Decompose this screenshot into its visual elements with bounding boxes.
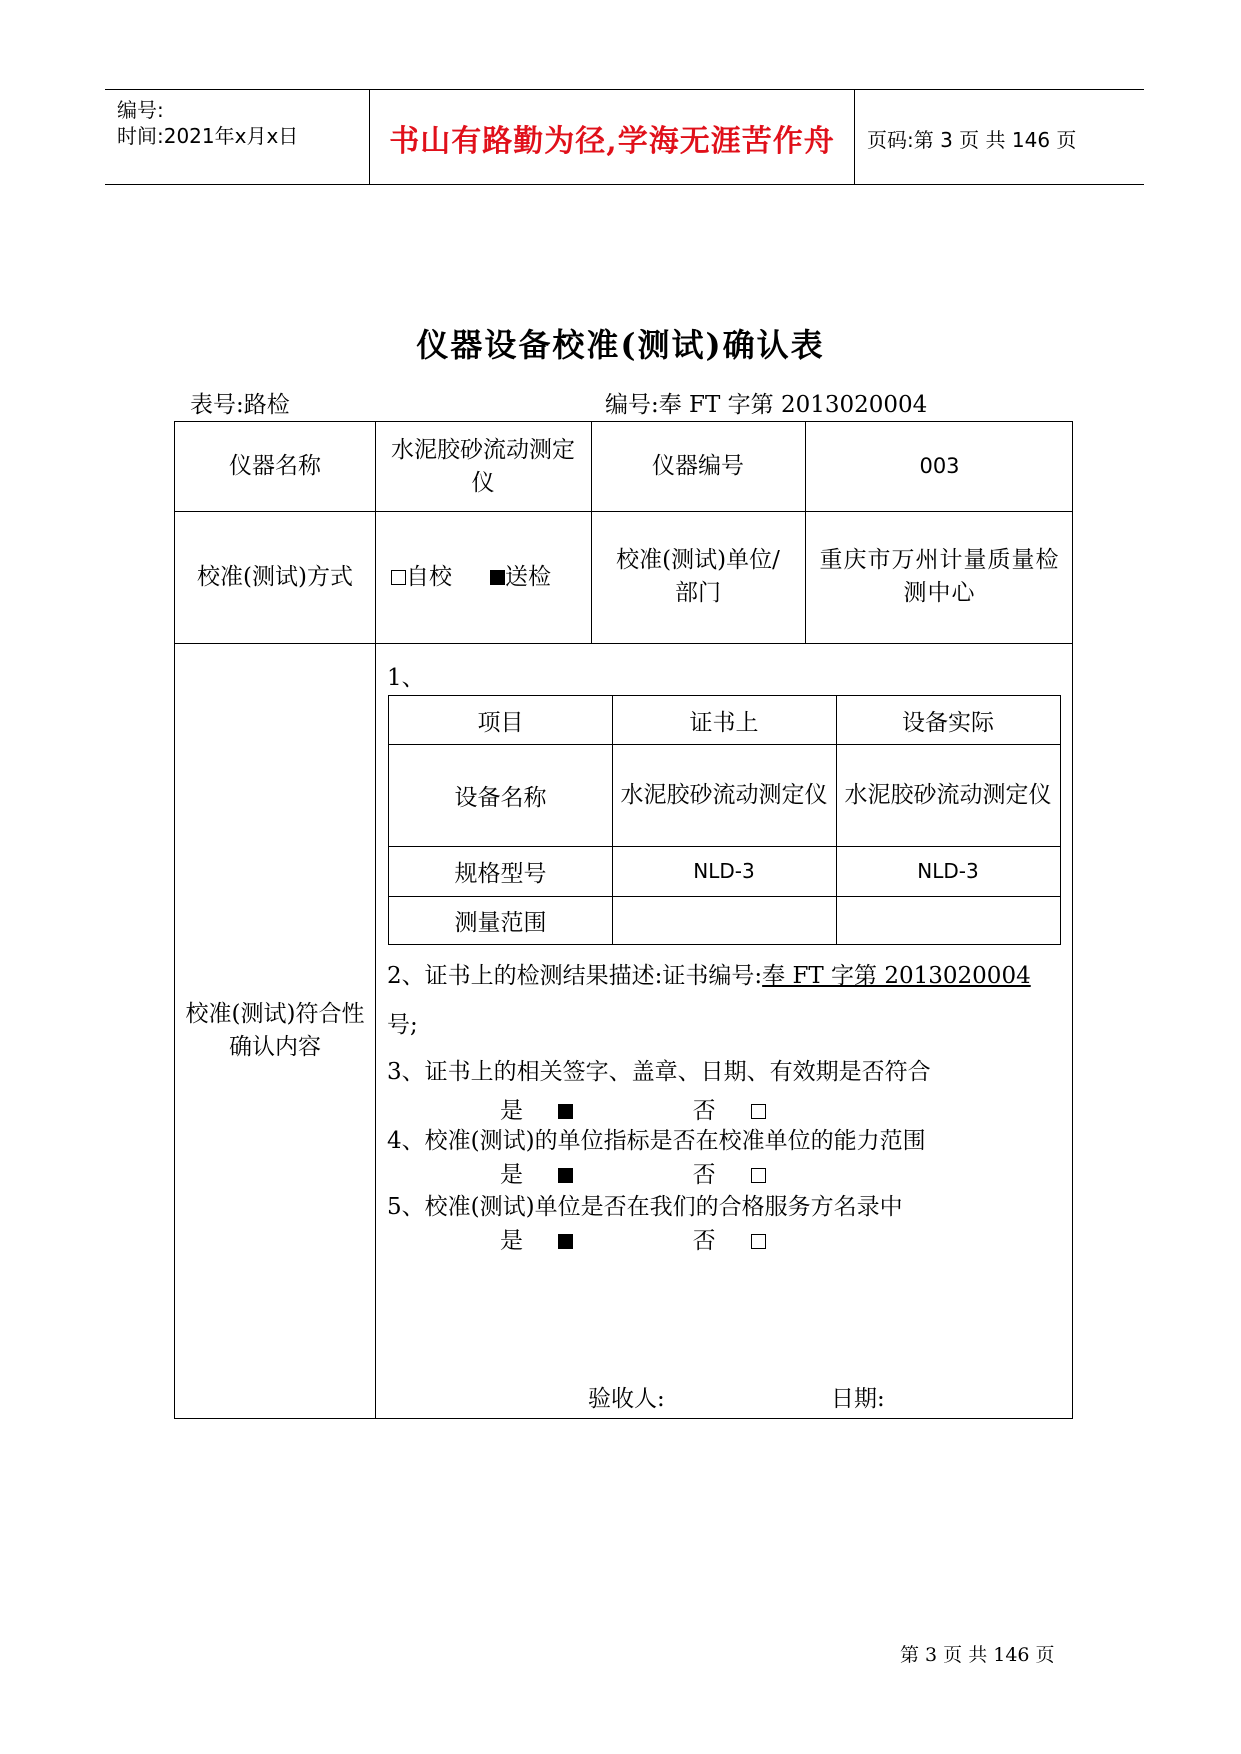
item4-no-checkbox[interactable] bbox=[751, 1162, 766, 1188]
header-page-info: 页码:第 3 页 共 146 页 bbox=[867, 128, 1077, 152]
calibration-method-label: 校准(测试)方式 bbox=[197, 563, 353, 590]
yes-label: 是 bbox=[500, 1098, 523, 1124]
acceptor-label: 验收人: bbox=[588, 1386, 665, 1412]
empty-square-icon bbox=[751, 1234, 766, 1249]
item4-yes-checkbox[interactable] bbox=[558, 1162, 573, 1188]
send-calibration-label: 送检 bbox=[505, 563, 551, 590]
form-number: 表号:路检 bbox=[190, 392, 290, 418]
instrument-number-label: 仪器编号 bbox=[652, 453, 744, 479]
row-model-label: 规格型号 bbox=[454, 860, 547, 887]
send-calibration-checkbox[interactable] bbox=[490, 561, 505, 594]
empty-square-icon bbox=[751, 1168, 766, 1183]
item2-line bbox=[387, 957, 1031, 990]
calibration-unit-value: 重庆市万州计量质量检测中心 bbox=[819, 547, 1060, 606]
no-label: 否 bbox=[692, 1098, 716, 1124]
header-meta-cell bbox=[105, 90, 370, 184]
self-calibration-checkbox[interactable] bbox=[391, 561, 406, 594]
filled-square-icon bbox=[490, 570, 505, 585]
header-motto: 书山有路勤为径,学海无涯苦作舟 bbox=[389, 124, 835, 159]
row-range-actual bbox=[836, 896, 1060, 944]
instrument-name-value: 水泥胶砂流动测定仪 bbox=[391, 436, 575, 496]
item4-text: 4、校准(测试)的单位指标是否在校准单位的能力范围 bbox=[387, 1128, 926, 1154]
document-title: 仪器设备校准(测试)确认表 bbox=[416, 326, 825, 364]
filled-square-icon bbox=[558, 1234, 573, 1249]
header-time-label: 时间:2021年x月x日 bbox=[117, 124, 299, 148]
no-label: 否 bbox=[692, 1228, 716, 1254]
yes-label: 是 bbox=[500, 1228, 523, 1254]
no-label: 否 bbox=[692, 1162, 716, 1188]
item5-no-checkbox[interactable] bbox=[751, 1228, 766, 1254]
instrument-name-label: 仪器名称 bbox=[229, 453, 321, 479]
item2-text: 2、证书上的检测结果描述:证书编号: bbox=[387, 963, 763, 989]
footer-page-number: 第 3 页 共 146 页 bbox=[900, 1644, 1055, 1666]
row-model-actual: NLD-3 bbox=[917, 859, 979, 883]
item5-answer bbox=[500, 1222, 766, 1255]
item3-answer bbox=[500, 1092, 766, 1125]
empty-square-icon bbox=[751, 1104, 766, 1119]
yes-label: 是 bbox=[500, 1162, 523, 1188]
item5-text: 5、校准(测试)单位是否在我们的合格服务方名录中 bbox=[387, 1194, 903, 1220]
item3-yes-checkbox[interactable] bbox=[558, 1098, 573, 1124]
item3-no-checkbox[interactable] bbox=[751, 1098, 766, 1124]
calibration-unit-label: 校准(测试)单位/部门 bbox=[616, 547, 780, 606]
row-device-name-certificate: 水泥胶砂流动测定仪 bbox=[620, 782, 828, 808]
serial-number: 编号:奉 FT 字第 2013020004 bbox=[605, 392, 928, 418]
item3-text: 3、证书上的相关签字、盖章、日期、有效期是否符合 bbox=[387, 1059, 931, 1085]
instrument-number-value: 003 bbox=[919, 454, 960, 478]
empty-square-icon bbox=[391, 570, 406, 585]
filled-square-icon bbox=[558, 1168, 573, 1183]
row-range-certificate bbox=[612, 896, 836, 944]
self-calibration-label: 自校 bbox=[406, 563, 452, 590]
header-certificate: 证书上 bbox=[689, 709, 759, 736]
header-page-cell bbox=[855, 90, 1144, 184]
confirmation-table bbox=[174, 421, 1073, 1419]
item4-answer bbox=[500, 1156, 766, 1189]
filled-square-icon bbox=[558, 1104, 573, 1119]
header-number-label: 编号: bbox=[117, 98, 164, 122]
item1-prefix: 1、 bbox=[387, 665, 425, 691]
item2-cert-number: 奉 FT 字第 2013020004 bbox=[762, 963, 1031, 989]
page-header bbox=[105, 89, 1144, 185]
header-motto-cell bbox=[370, 90, 855, 184]
row-model-certificate: NLD-3 bbox=[693, 859, 755, 883]
calibration-method-options bbox=[375, 511, 591, 643]
item2-suffix: 号; bbox=[387, 1012, 418, 1038]
conformity-label: 校准(测试)符合性确认内容 bbox=[185, 1000, 365, 1060]
row-range-label: 测量范围 bbox=[454, 909, 547, 936]
item5-yes-checkbox[interactable] bbox=[558, 1228, 573, 1254]
row-device-name-actual: 水泥胶砂流动测定仪 bbox=[844, 782, 1052, 808]
row-device-name-label: 设备名称 bbox=[454, 784, 547, 811]
date-label: 日期: bbox=[831, 1386, 885, 1412]
header-actual: 设备实际 bbox=[902, 709, 994, 736]
comparison-table bbox=[388, 695, 1061, 945]
header-item: 项目 bbox=[477, 709, 524, 736]
